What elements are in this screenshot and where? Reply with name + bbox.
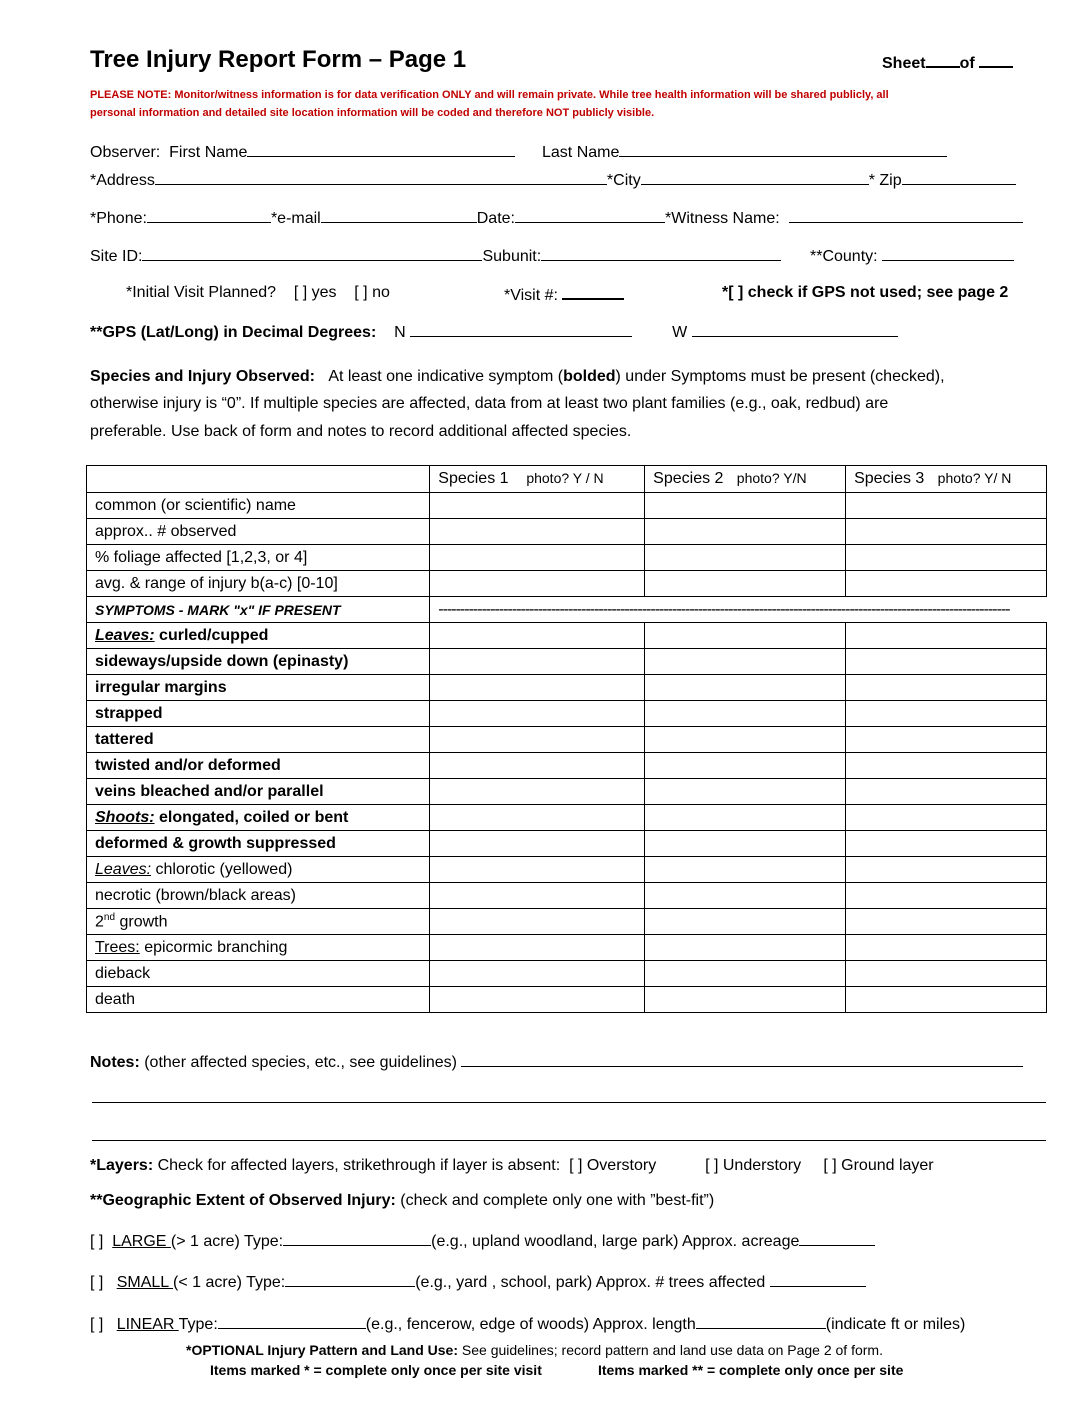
species-1-cell[interactable] bbox=[430, 857, 645, 883]
species-1-cell[interactable] bbox=[430, 571, 645, 597]
species-1-cell[interactable] bbox=[430, 623, 645, 649]
table-row bbox=[87, 519, 1047, 545]
species-1-label: Species 1 bbox=[438, 470, 509, 487]
initial-visit-label: *Initial Visit Planned? bbox=[126, 284, 277, 301]
optional-label: *OPTIONAL Injury Pattern and Land Use: bbox=[186, 1342, 459, 1358]
species-2-cell[interactable] bbox=[645, 831, 846, 857]
species-1-cell[interactable] bbox=[430, 545, 645, 571]
gps-w-label: W bbox=[672, 324, 688, 341]
species-3-cell[interactable] bbox=[846, 883, 1047, 909]
first-name-label: First Name bbox=[169, 144, 248, 161]
page-title: Tree Injury Report Form – Page 1 bbox=[90, 46, 467, 73]
species-2-cell[interactable] bbox=[645, 493, 846, 519]
species-2-cell[interactable] bbox=[645, 571, 846, 597]
site-row bbox=[90, 246, 781, 266]
linear-type-label: Type: bbox=[178, 1316, 218, 1333]
table-row bbox=[87, 961, 1047, 987]
species-1-cell[interactable] bbox=[430, 909, 645, 935]
row-label bbox=[87, 935, 430, 961]
row-label: irregular margins bbox=[87, 675, 430, 701]
table-row bbox=[87, 701, 1047, 727]
table-row bbox=[87, 675, 1047, 701]
table-row bbox=[87, 493, 1047, 519]
trees-category-label: Trees: bbox=[95, 938, 140, 956]
zip-field[interactable] bbox=[902, 170, 1016, 185]
row-label: tattered bbox=[87, 727, 430, 753]
species-intro-bolded: bolded bbox=[563, 368, 616, 385]
species-2-cell[interactable] bbox=[645, 935, 846, 961]
small-type-label: (< 1 acre) Type: bbox=[173, 1274, 286, 1291]
species-1-cell[interactable] bbox=[430, 935, 645, 961]
notes-label: Notes: bbox=[90, 1054, 140, 1071]
extent-instructions: (check and complete only one with ”best-fit”) bbox=[395, 1192, 715, 1209]
large-extent-row bbox=[90, 1231, 875, 1251]
city-label: *City bbox=[606, 172, 641, 189]
species-3-cell[interactable] bbox=[846, 727, 1047, 753]
gps-n-label: N bbox=[394, 324, 406, 341]
initial-visit-question bbox=[126, 284, 390, 302]
species-intro-text2: ) under Symptoms must be present (checked), bbox=[615, 368, 945, 385]
leaves-category-label: Leaves: bbox=[95, 626, 155, 644]
small-checkbox[interactable]: [ ] bbox=[90, 1274, 104, 1291]
subunit-field[interactable] bbox=[541, 246, 781, 261]
notes-field-line3[interactable] bbox=[92, 1140, 1046, 1141]
species-3-cell[interactable] bbox=[846, 701, 1047, 727]
table-row bbox=[87, 779, 1047, 805]
table-header-row bbox=[87, 466, 1047, 493]
row-label: veins bleached and/or parallel bbox=[87, 779, 430, 805]
trees-epicormic-label: epicormic branching bbox=[139, 938, 288, 956]
species-2-cell[interactable] bbox=[645, 961, 846, 987]
linear-type-field[interactable] bbox=[218, 1314, 366, 1329]
phone-label: *Phone: bbox=[90, 210, 147, 227]
large-type-field[interactable] bbox=[283, 1231, 431, 1246]
species-2-cell[interactable] bbox=[645, 805, 846, 831]
small-label: SMALL bbox=[116, 1274, 174, 1291]
species-2-cell[interactable] bbox=[645, 623, 846, 649]
species-1-cell[interactable] bbox=[430, 649, 645, 675]
footer-marked-once-site: Items marked ** = complete only once per site bbox=[598, 1362, 904, 1378]
species-1-cell[interactable] bbox=[430, 883, 645, 909]
sheet-label: Sheet bbox=[882, 55, 926, 72]
privacy-notice-line2: personal information and detailed site location information will be coded and therefore NOT publicly visible. bbox=[90, 107, 655, 119]
species-2-photo: photo? Y/N bbox=[736, 470, 807, 486]
table-row bbox=[87, 987, 1047, 1013]
table-header-blank bbox=[87, 466, 430, 493]
species-1-cell[interactable] bbox=[430, 831, 645, 857]
county-field[interactable] bbox=[882, 246, 1014, 261]
row-label bbox=[87, 623, 430, 649]
species-3-cell[interactable] bbox=[846, 571, 1047, 597]
species-intro-line1 bbox=[90, 368, 945, 386]
row-label: necrotic (brown/black areas) bbox=[87, 883, 430, 909]
symptoms-header: SYMPTOMS - MARK "x" IF PRESENT bbox=[87, 597, 430, 623]
row-label: strapped bbox=[87, 701, 430, 727]
optional-text: See guidelines; record pattern and land use data on Page 2 of form. bbox=[458, 1342, 883, 1358]
optional-note bbox=[186, 1342, 883, 1358]
last-name-field[interactable] bbox=[619, 142, 947, 157]
linear-extent-row bbox=[90, 1314, 965, 1334]
species-intro-heading: Species and Injury Observed: bbox=[90, 368, 315, 385]
date-field[interactable] bbox=[515, 208, 665, 223]
last-name-label: Last Name bbox=[542, 144, 620, 161]
address-label: *Address bbox=[90, 172, 155, 189]
row-label bbox=[87, 909, 430, 935]
species-2-cell[interactable] bbox=[645, 701, 846, 727]
gps-not-used-checkbox[interactable]: *[ ] check if GPS not used; see page 2 bbox=[722, 284, 1009, 301]
species-1-cell[interactable] bbox=[430, 805, 645, 831]
species-3-cell[interactable] bbox=[846, 857, 1047, 883]
table-row bbox=[87, 571, 1047, 597]
extent-label: **Geographic Extent of Observed Injury: bbox=[90, 1192, 396, 1209]
species-1-cell[interactable] bbox=[430, 675, 645, 701]
visit-number-field[interactable] bbox=[562, 284, 624, 300]
date-label: Date: bbox=[476, 210, 515, 227]
county-label: **County: bbox=[810, 248, 878, 265]
species-3-cell[interactable] bbox=[846, 805, 1047, 831]
species-2-cell[interactable] bbox=[645, 675, 846, 701]
email-field[interactable] bbox=[321, 208, 477, 223]
symptoms-dash-line: ------------------------------------------------------------------------------------------------------------------------------------ bbox=[438, 600, 1010, 618]
zip-label: * Zip bbox=[868, 172, 902, 189]
species-2-cell[interactable] bbox=[645, 909, 846, 935]
overstory-checkbox[interactable]: [ ] Overstory bbox=[569, 1157, 657, 1174]
table-row bbox=[87, 883, 1047, 909]
species-1-cell[interactable] bbox=[430, 779, 645, 805]
large-type-label: (> 1 acre) Type: bbox=[170, 1233, 284, 1250]
layers-row bbox=[90, 1157, 934, 1175]
linear-examples: (e.g., fencerow, edge of woods) Approx. length bbox=[365, 1316, 696, 1333]
species-2-cell[interactable] bbox=[645, 857, 846, 883]
species-3-cell[interactable] bbox=[846, 987, 1047, 1013]
species-3-photo: photo? Y/ N bbox=[937, 470, 1012, 486]
second-growth-text: growth bbox=[115, 913, 168, 931]
footer-marked-once-visit: Items marked * = complete only once per site visit bbox=[210, 1362, 542, 1378]
phone-field[interactable] bbox=[147, 208, 271, 223]
table-row bbox=[87, 545, 1047, 571]
linear-checkbox[interactable]: [ ] bbox=[90, 1316, 104, 1333]
witness-field[interactable] bbox=[789, 208, 1023, 223]
large-label: LARGE bbox=[112, 1233, 171, 1250]
species-3-cell[interactable] bbox=[846, 753, 1047, 779]
notes-row bbox=[90, 1052, 1023, 1072]
sheet-number-field[interactable] bbox=[926, 54, 960, 68]
address-field[interactable] bbox=[155, 170, 607, 185]
ground-layer-checkbox[interactable]: [ ] Ground layer bbox=[823, 1157, 934, 1174]
second-growth-suffix: nd bbox=[103, 911, 116, 923]
species-2-cell[interactable] bbox=[645, 753, 846, 779]
table-row bbox=[87, 805, 1047, 831]
layers-label: *Layers: bbox=[90, 1157, 154, 1174]
large-checkbox[interactable]: [ ] bbox=[90, 1233, 104, 1250]
table-row bbox=[87, 727, 1047, 753]
row-label bbox=[87, 857, 430, 883]
large-examples: (e.g., upland woodland, large park) Approx. acreage bbox=[431, 1233, 800, 1250]
species-1-cell[interactable] bbox=[430, 753, 645, 779]
shoots-category-label: Shoots: bbox=[95, 808, 155, 826]
species-3-cell[interactable] bbox=[846, 649, 1047, 675]
table-row bbox=[87, 909, 1047, 935]
initial-visit-no-checkbox[interactable]: [ ] no bbox=[354, 284, 390, 301]
county-row bbox=[810, 246, 1014, 266]
initial-visit-yes-checkbox[interactable]: [ ] yes bbox=[293, 284, 337, 301]
species-3-cell[interactable] bbox=[846, 675, 1047, 701]
notes-field-line2[interactable] bbox=[92, 1102, 1046, 1103]
table-row bbox=[87, 623, 1047, 649]
species-3-cell[interactable] bbox=[846, 519, 1047, 545]
witness-label: *Witness Name: bbox=[664, 210, 780, 227]
species-3-cell[interactable] bbox=[846, 545, 1047, 571]
species-intro-text1: At least one indicative symptom ( bbox=[328, 368, 564, 385]
city-field[interactable] bbox=[641, 170, 869, 185]
understory-checkbox[interactable]: [ ] Understory bbox=[705, 1157, 802, 1174]
leaves-curled-label: curled/cupped bbox=[154, 626, 269, 644]
species-2-cell[interactable] bbox=[645, 987, 846, 1013]
linear-label: LINEAR bbox=[116, 1316, 179, 1333]
species-2-cell[interactable] bbox=[645, 883, 846, 909]
large-acreage-field[interactable] bbox=[799, 1231, 875, 1246]
leaves-chlorotic-label: chlorotic (yellowed) bbox=[151, 860, 293, 878]
first-name-field[interactable] bbox=[247, 142, 515, 157]
row-label: % foliage affected [1,2,3, or 4] bbox=[87, 545, 430, 571]
layers-instructions: Check for affected layers, strikethrough if layer is absent: bbox=[153, 1157, 561, 1174]
species-1-cell[interactable] bbox=[430, 493, 645, 519]
species-3-cell[interactable] bbox=[846, 935, 1047, 961]
species-2-cell[interactable] bbox=[645, 519, 846, 545]
gps-longitude-field[interactable] bbox=[692, 322, 898, 337]
visit-number-row bbox=[504, 284, 624, 305]
symptoms-header-row bbox=[87, 597, 1047, 623]
species-injury-table bbox=[86, 465, 1047, 1013]
small-trees-field[interactable] bbox=[770, 1272, 866, 1287]
gps-row bbox=[90, 322, 898, 342]
species-2-cell[interactable] bbox=[645, 779, 846, 805]
sheet-of-label: of bbox=[959, 55, 975, 72]
small-extent-row bbox=[90, 1272, 866, 1292]
observer-label: Observer: bbox=[90, 144, 161, 161]
notes-hint: (other affected species, etc., see guidelines) bbox=[139, 1054, 457, 1071]
row-label: death bbox=[87, 987, 430, 1013]
row-label: sideways/upside down (epinasty) bbox=[87, 649, 430, 675]
table-row bbox=[87, 857, 1047, 883]
species-1-cell[interactable] bbox=[430, 727, 645, 753]
species-3-cell[interactable] bbox=[846, 831, 1047, 857]
species-2-cell[interactable] bbox=[645, 649, 846, 675]
species-3-cell[interactable] bbox=[846, 493, 1047, 519]
subunit-label: Subunit: bbox=[482, 248, 542, 265]
species-1-cell[interactable] bbox=[430, 961, 645, 987]
row-label bbox=[87, 805, 430, 831]
species-intro-line2: otherwise injury is “0”. If multiple species are affected, data from at least two plant families (e.g., oak, redbud) are bbox=[90, 395, 889, 412]
species-1-cell[interactable] bbox=[430, 519, 645, 545]
row-label: dieback bbox=[87, 961, 430, 987]
leaves2-category-label: Leaves: bbox=[95, 860, 152, 878]
sheet-counter bbox=[882, 54, 1013, 73]
contact-row bbox=[90, 208, 1023, 228]
row-label: deformed & growth suppressed bbox=[87, 831, 430, 857]
table-row bbox=[87, 935, 1047, 961]
linear-units-hint: (indicate ft or miles) bbox=[825, 1316, 966, 1333]
sheet-total-field[interactable] bbox=[979, 54, 1013, 68]
notes-field-line1[interactable] bbox=[461, 1052, 1023, 1067]
linear-length-field[interactable] bbox=[696, 1314, 826, 1329]
site-id-label: Site ID: bbox=[90, 248, 143, 265]
site-id-field[interactable] bbox=[142, 246, 482, 261]
species-3-cell[interactable] bbox=[846, 623, 1047, 649]
extent-row bbox=[90, 1192, 714, 1210]
table-row bbox=[87, 649, 1047, 675]
species-intro-line3: preferable. Use back of form and notes to record additional affected species. bbox=[90, 423, 632, 440]
row-label: approx.. # observed bbox=[87, 519, 430, 545]
species-1-cell[interactable] bbox=[430, 987, 645, 1013]
species-1-photo: photo? Y / N bbox=[526, 470, 604, 486]
small-examples: (e.g., yard , school, park) Approx. # trees affected bbox=[415, 1274, 766, 1291]
row-label: twisted and/or deformed bbox=[87, 753, 430, 779]
row-label: avg. & range of injury b(a-c) [0-10] bbox=[87, 571, 430, 597]
row-label: common (or scientific) name bbox=[87, 493, 430, 519]
species-3-header bbox=[846, 466, 1047, 493]
address-row bbox=[90, 170, 1016, 190]
observer-row bbox=[90, 142, 515, 162]
table-row bbox=[87, 831, 1047, 857]
species-2-label: Species 2 bbox=[653, 470, 724, 487]
species-2-header bbox=[645, 466, 846, 493]
gps-latitude-field[interactable] bbox=[410, 322, 632, 337]
species-3-label: Species 3 bbox=[854, 470, 925, 487]
small-type-field[interactable] bbox=[285, 1272, 415, 1287]
second-growth-number: 2 bbox=[95, 913, 104, 931]
species-2-cell[interactable] bbox=[645, 545, 846, 571]
species-3-cell[interactable] bbox=[846, 909, 1047, 935]
gps-label: **GPS (Lat/Long) in Decimal Degrees: bbox=[90, 324, 377, 341]
species-3-cell[interactable] bbox=[846, 961, 1047, 987]
species-1-cell[interactable] bbox=[430, 701, 645, 727]
species-1-header bbox=[430, 466, 645, 493]
species-3-cell[interactable] bbox=[846, 779, 1047, 805]
shoots-elongated-label: elongated, coiled or bent bbox=[154, 808, 349, 826]
table-row bbox=[87, 753, 1047, 779]
privacy-notice-line1: PLEASE NOTE: Monitor/witness information is for data verification ONLY and will remain private. While tree health information will be shared publicly, all bbox=[90, 89, 889, 101]
species-2-cell[interactable] bbox=[645, 727, 846, 753]
last-name-row bbox=[542, 142, 947, 162]
symptoms-dashes bbox=[430, 597, 1047, 623]
visit-number-label: *Visit #: bbox=[504, 287, 558, 304]
email-label: *e-mail bbox=[270, 210, 321, 227]
